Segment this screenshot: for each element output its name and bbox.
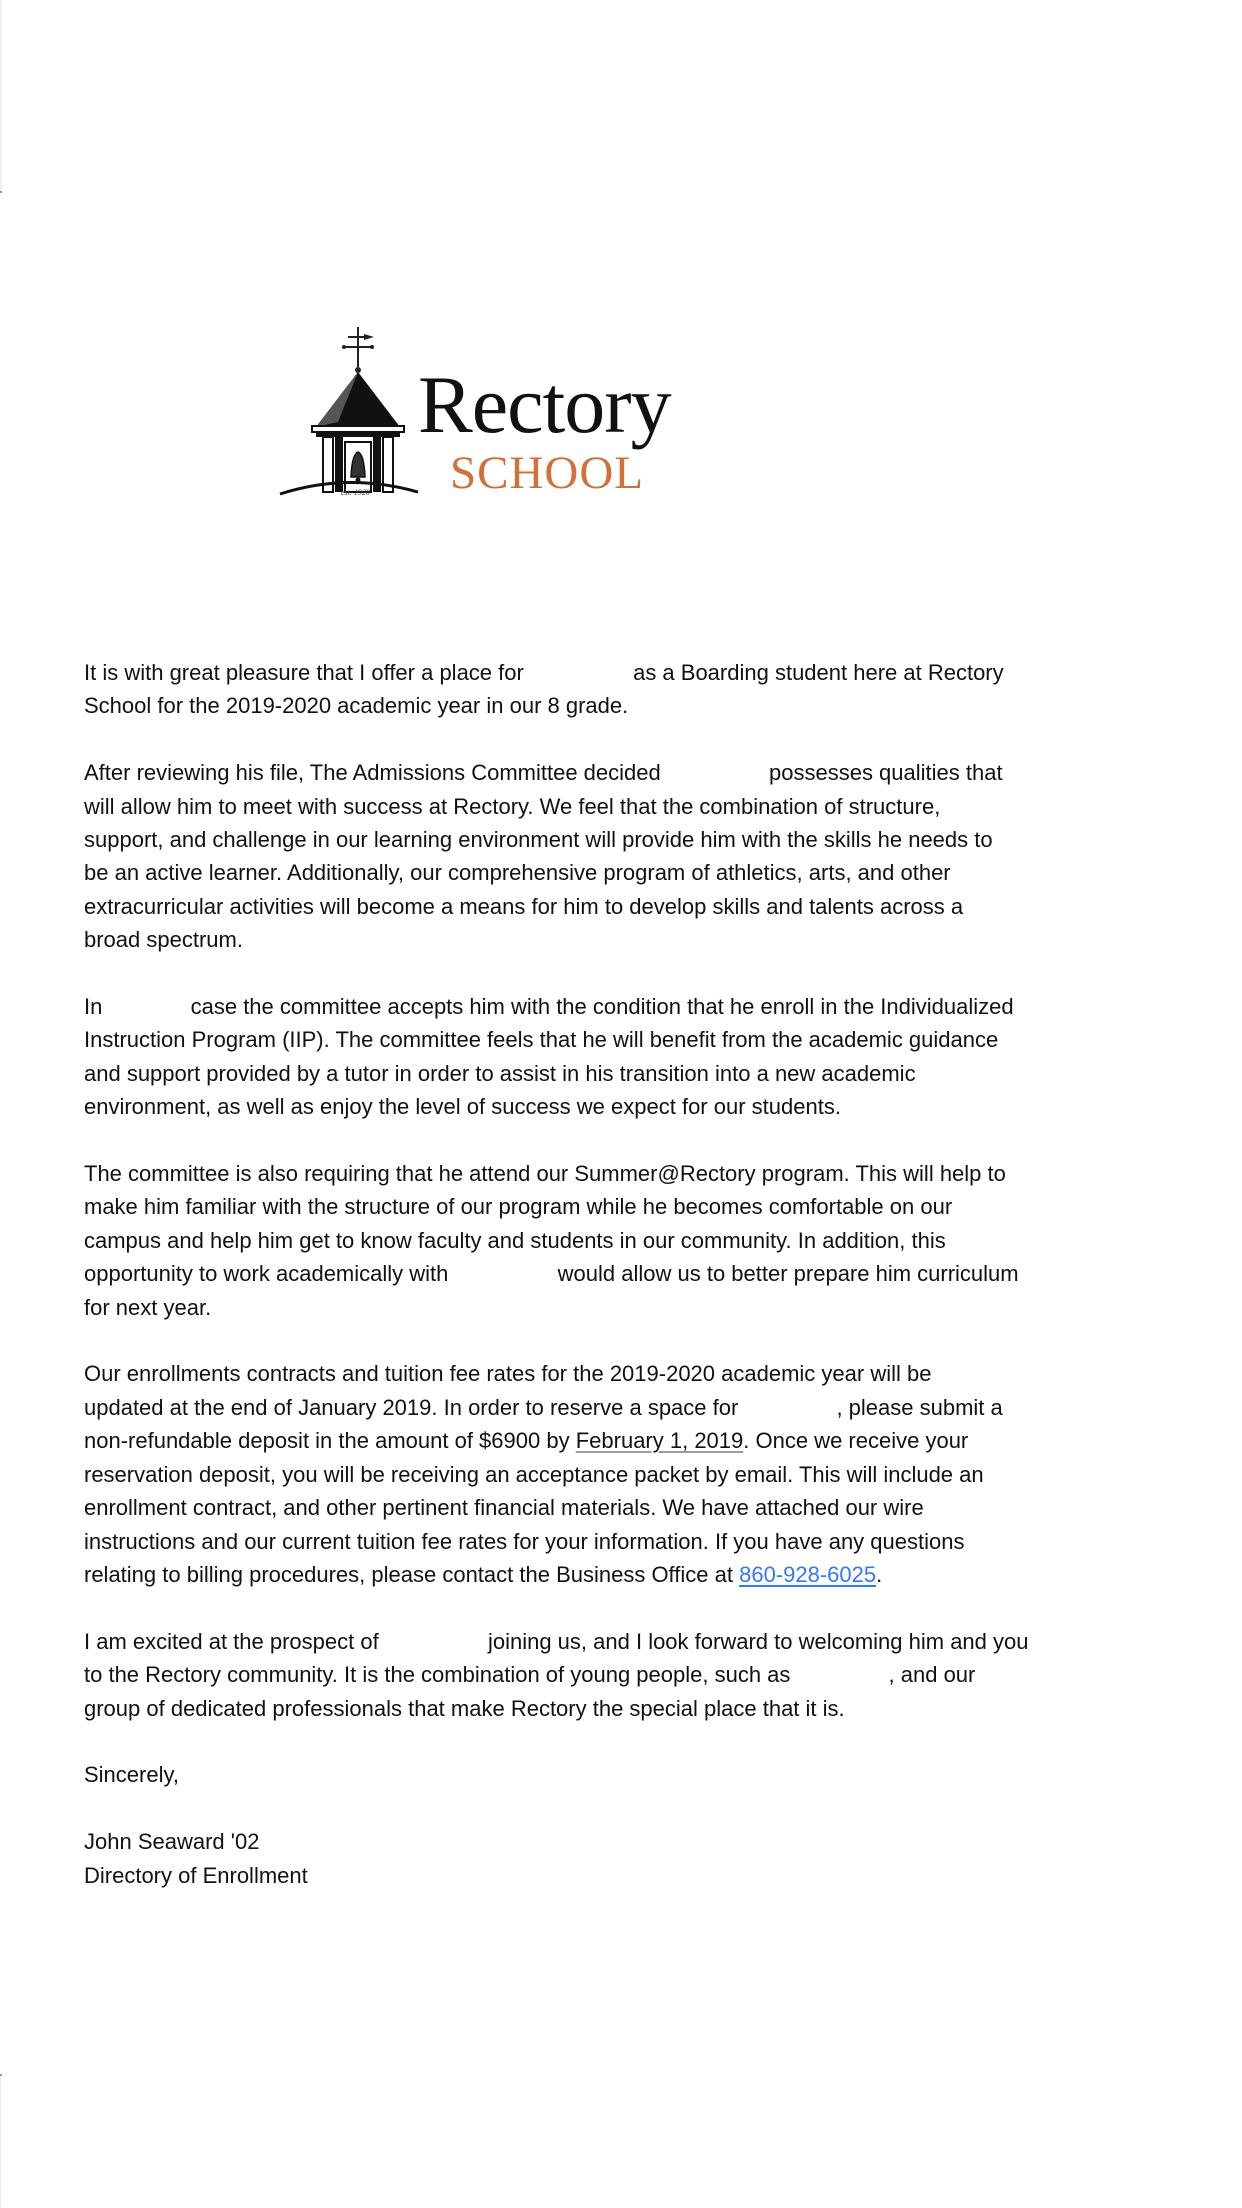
text-line: The committee is also requiring that he attend our Summer@Rectory program. This will help to: [84, 1161, 1006, 1187]
paragraph-committee-decision: [84, 756, 1164, 956]
text: I am excited at the prospect of: [84, 1628, 379, 1654]
text-line: broad spectrum.: [84, 927, 243, 953]
redacted-student-name: [797, 1681, 889, 1682]
text-line: [84, 1424, 1164, 1457]
closing-salutation: Sincerely,: [84, 1762, 179, 1788]
text: case the committee accepts him with the condition that he enroll in the Individualized: [190, 994, 1014, 1020]
redacted-student-name: [530, 679, 627, 680]
left-edge-strip: [0, 0, 2, 192]
logo-wordmark-secondary: SCHOOL: [450, 447, 645, 499]
text: After reviewing his file, The Admissions Committee decided: [84, 760, 661, 786]
text: relating to billing procedures, please contact the Business Office at: [84, 1561, 733, 1587]
text: would allow us to better prepare him curriculum: [557, 1261, 1019, 1287]
text: It is with great pleasure that I offer a place for: [84, 660, 524, 685]
text-line: [84, 756, 1164, 789]
paragraph-welcome: [84, 1625, 1164, 1725]
signature-block: [84, 1825, 1164, 1892]
paragraph-offer: [84, 656, 1164, 723]
text: .: [876, 1561, 883, 1587]
text-line: School for the 2019-2020 academic year in our 8 grade.: [84, 693, 629, 719]
deposit-deadline-date[interactable]: February 1, 2019: [575, 1428, 744, 1454]
text-line: campus and help him get to know faculty and students in our community. In addition, this: [84, 1227, 946, 1253]
text-line: environment, as well as enjoy the level of success we expect for our students.: [84, 1094, 841, 1120]
left-edge-tick: [0, 191, 2, 193]
text: to the Rectory community. It is the combination of young people, such as: [84, 1662, 791, 1688]
text-line: group of dedicated professionals that make Rectory the special place that it is.: [84, 1695, 845, 1721]
logo-wordmark-primary: Rectory: [418, 359, 671, 450]
text-line: Instruction Program (IIP). The committee feels that he will benefit from the academic guidance: [84, 1027, 999, 1053]
school-logo: [278, 322, 678, 507]
text-line: and support provided by a tutor in order to assist in his transition into a new academic: [84, 1060, 916, 1086]
paragraph-iip-condition: [84, 990, 1164, 1124]
signer-name: John Seaward '02: [84, 1829, 260, 1855]
text-line: [84, 1391, 1164, 1424]
text-line: [84, 1625, 1164, 1658]
text-line: Our enrollments contracts and tuition fee rates for the 2019-2020 academic year will be: [84, 1361, 932, 1387]
text: possesses qualities that: [769, 760, 1003, 786]
redacted-student-name: [455, 1280, 552, 1281]
text-line: enrollment contract, and other pertinent financial materials. We have attached our wire: [84, 1495, 924, 1521]
redacted-student-name: [744, 1414, 836, 1415]
left-edge-strip: [0, 2076, 1, 2208]
text-line: [84, 656, 1164, 689]
text: opportunity to work academically with: [84, 1261, 449, 1287]
redacted-student-name: [108, 1013, 184, 1014]
text-line: [84, 990, 1164, 1023]
text: updated at the end of January 2019. In order to reserve a space for: [84, 1394, 739, 1420]
text-line: [84, 1558, 1164, 1591]
text-line: will allow him to meet with success at Rectory. We feel that the combination of structure,: [84, 793, 941, 819]
text: , and our: [888, 1662, 976, 1688]
closing: [84, 1758, 1164, 1791]
text-line: reservation deposit, you will be receiving an acceptance packet by email. This will include an: [84, 1461, 984, 1487]
text: joining us, and I look forward to welcoming him and you: [487, 1628, 1029, 1654]
text-line: instructions and our current tuition fee rates for your information. If you have any questions: [84, 1528, 965, 1554]
redacted-student-name: [667, 779, 763, 780]
text: as a Boarding student here at Rectory: [633, 660, 1004, 685]
text-line: extracurricular activities will become a means for him to develop skills and talents across a: [84, 893, 964, 919]
text: , please submit a: [836, 1394, 1003, 1420]
redacted-student-name: [385, 1648, 482, 1649]
text-line: make him familiar with the structure of our program while he becomes comfortable on our: [84, 1194, 953, 1220]
text-line: be an active learner. Additionally, our comprehensive program of athletics, arts, and other: [84, 860, 951, 886]
text-line: support, and challenge in our learning environment will provide him with the skills he needs to: [84, 827, 993, 853]
signer-title: Directory of Enrollment: [84, 1862, 308, 1888]
business-office-phone-link[interactable]: 860-928-6025: [739, 1561, 877, 1587]
text-line: [84, 1658, 1164, 1691]
paragraph-deposit: [84, 1357, 1164, 1591]
letter-body: [84, 656, 1164, 1925]
text-line: for next year.: [84, 1294, 212, 1320]
established-year: est. 1920: [341, 488, 370, 497]
text-line: [84, 1257, 1164, 1290]
text: In: [84, 994, 103, 1020]
paragraph-summer-program: [84, 1157, 1164, 1324]
text: . Once we receive your: [743, 1428, 969, 1454]
bell-cupola-icon: [278, 322, 418, 507]
text: non-refundable deposit in the amount of $6900 by: [84, 1428, 570, 1454]
